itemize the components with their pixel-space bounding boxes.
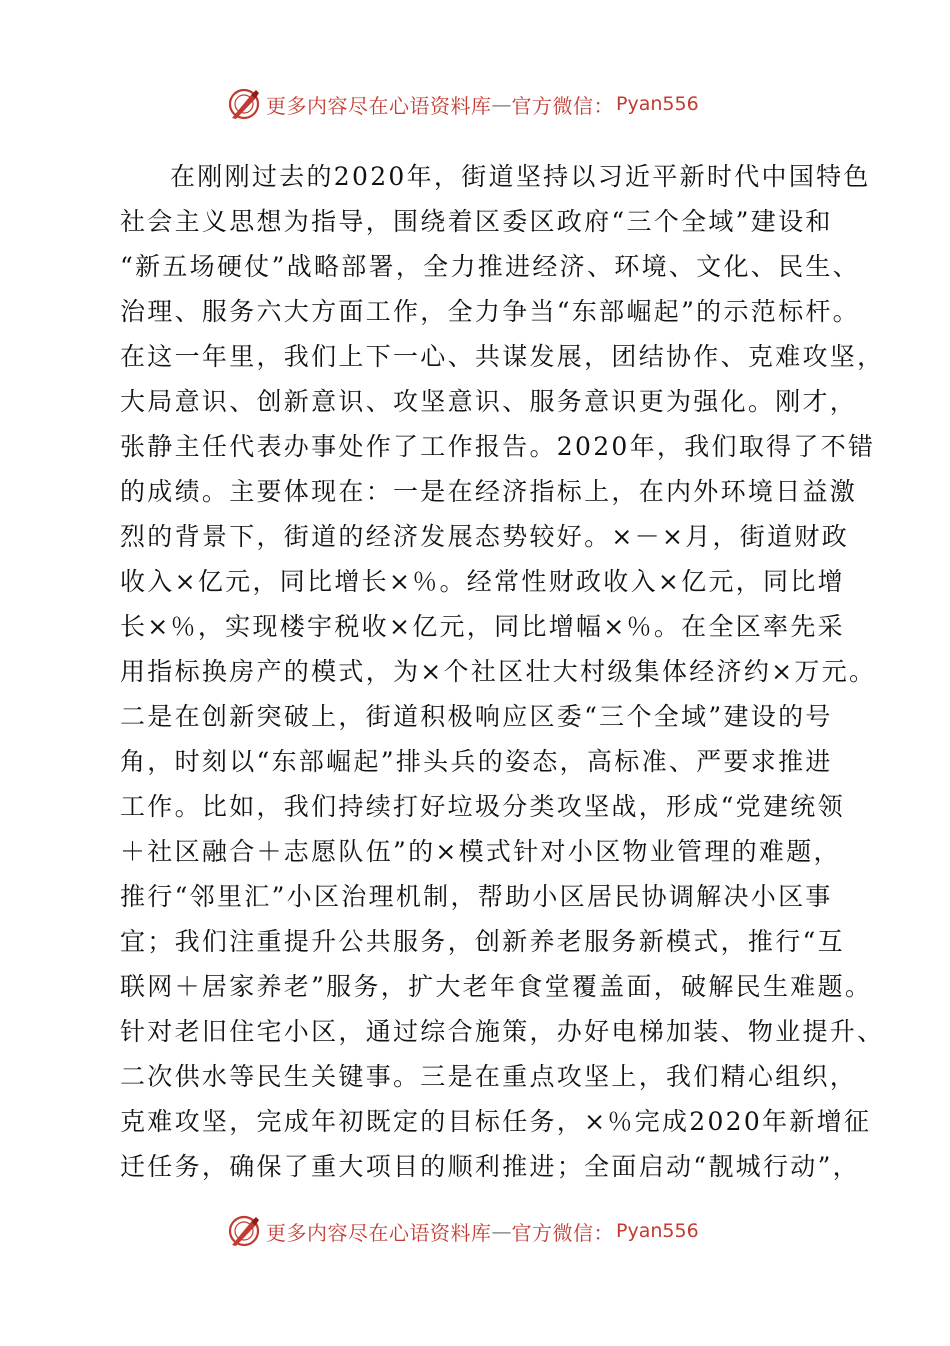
- text-line: 用指标换房产的模式，为×个社区壮大村级集体经济约×万元。: [120, 657, 877, 686]
- text-line: 在刚刚过去的2020年，街道坚持以习近平新时代中国特色: [170, 162, 871, 191]
- text-line: 宜；我们注重提升公共服务，创新养老服务新模式，推行“互: [120, 927, 845, 956]
- watermark-text: 更多内容尽在心语资料库: [266, 1220, 492, 1245]
- text-line: 在这一年里，我们上下一心、共谋发展，团结协作、克难攻坚，: [120, 342, 885, 371]
- pen-logo-icon: [226, 86, 262, 122]
- footer-watermark: [226, 1211, 699, 1251]
- text-line: 角，时刻以“东部崛起”排头兵的姿态，高标准、严要求推进: [120, 747, 833, 776]
- text-line: 二次供水等民生关键事。三是在重点攻坚上，我们精心组织，: [120, 1062, 858, 1091]
- watermark-wechat-label: 官方微信：: [511, 1220, 614, 1245]
- text-line: 工作。比如，我们持续打好垃圾分类攻坚战，形成“党建统领: [120, 792, 845, 821]
- watermark-handle: Pyan556: [616, 93, 699, 115]
- text-line: 收入×亿元，同比增长×％。经常性财政收入×亿元，同比增: [120, 567, 845, 596]
- text-line: 推行“邻里汇”小区治理机制，帮助小区居民协调解决小区事: [120, 882, 833, 911]
- text-line: 大局意识、创新意识、攻坚意识、服务意识更为强化。刚才，: [120, 387, 858, 416]
- watermark-wechat-label: 官方微信：: [511, 93, 614, 118]
- text-line: 张静主任代表办事处作了工作报告。2020年，我们取得了不错: [120, 432, 876, 461]
- text-line: 克难攻坚，完成年初既定的目标任务，×％完成2020年新增征: [120, 1107, 872, 1136]
- text-line: 烈的背景下，街道的经济发展态势较好。×－×月，街道财政: [120, 522, 849, 551]
- pen-logo-icon: [226, 1213, 262, 1249]
- text-line: 社会主义思想为指导，围绕着区委区政府“三个全域”建设和: [120, 207, 833, 236]
- watermark-handle: Pyan556: [616, 1220, 699, 1242]
- text-line: 治理、服务六大方面工作，全力争当“东部崛起”的示范标杆。: [120, 297, 860, 326]
- text-line: 联网＋居家养老”服务，扩大老年食堂覆盖面，破解民生难题。: [120, 972, 873, 1001]
- text-line: 长×％，实现楼宇税收×亿元，同比增幅×％。在全区率先采: [120, 612, 845, 641]
- text-line: “新五场硬仗”战略部署，全力推进经济、环境、文化、民生、: [120, 252, 860, 281]
- text-line: ＋社区融合＋志愿队伍”的×模式针对小区物业管理的难题，: [120, 837, 841, 866]
- text-line: 的成绩。主要体现在：一是在经济指标上，在内外环境日益激: [120, 477, 858, 506]
- text-line: 二是在创新突破上，街道积极响应区委“三个全域”建设的号: [120, 702, 833, 731]
- text-line: 迁任务，确保了重大项目的顺利推进；全面启动“靓城行动”，: [120, 1152, 860, 1181]
- document-body: [120, 154, 885, 1189]
- watermark-separator: —: [491, 92, 512, 116]
- header-watermark: [226, 84, 699, 124]
- watermark-separator: —: [491, 1219, 512, 1243]
- watermark-text: 更多内容尽在心语资料库: [266, 93, 492, 118]
- text-line: 针对老旧住宅小区，通过综合施策，办好电梯加装、物业提升、: [120, 1017, 885, 1046]
